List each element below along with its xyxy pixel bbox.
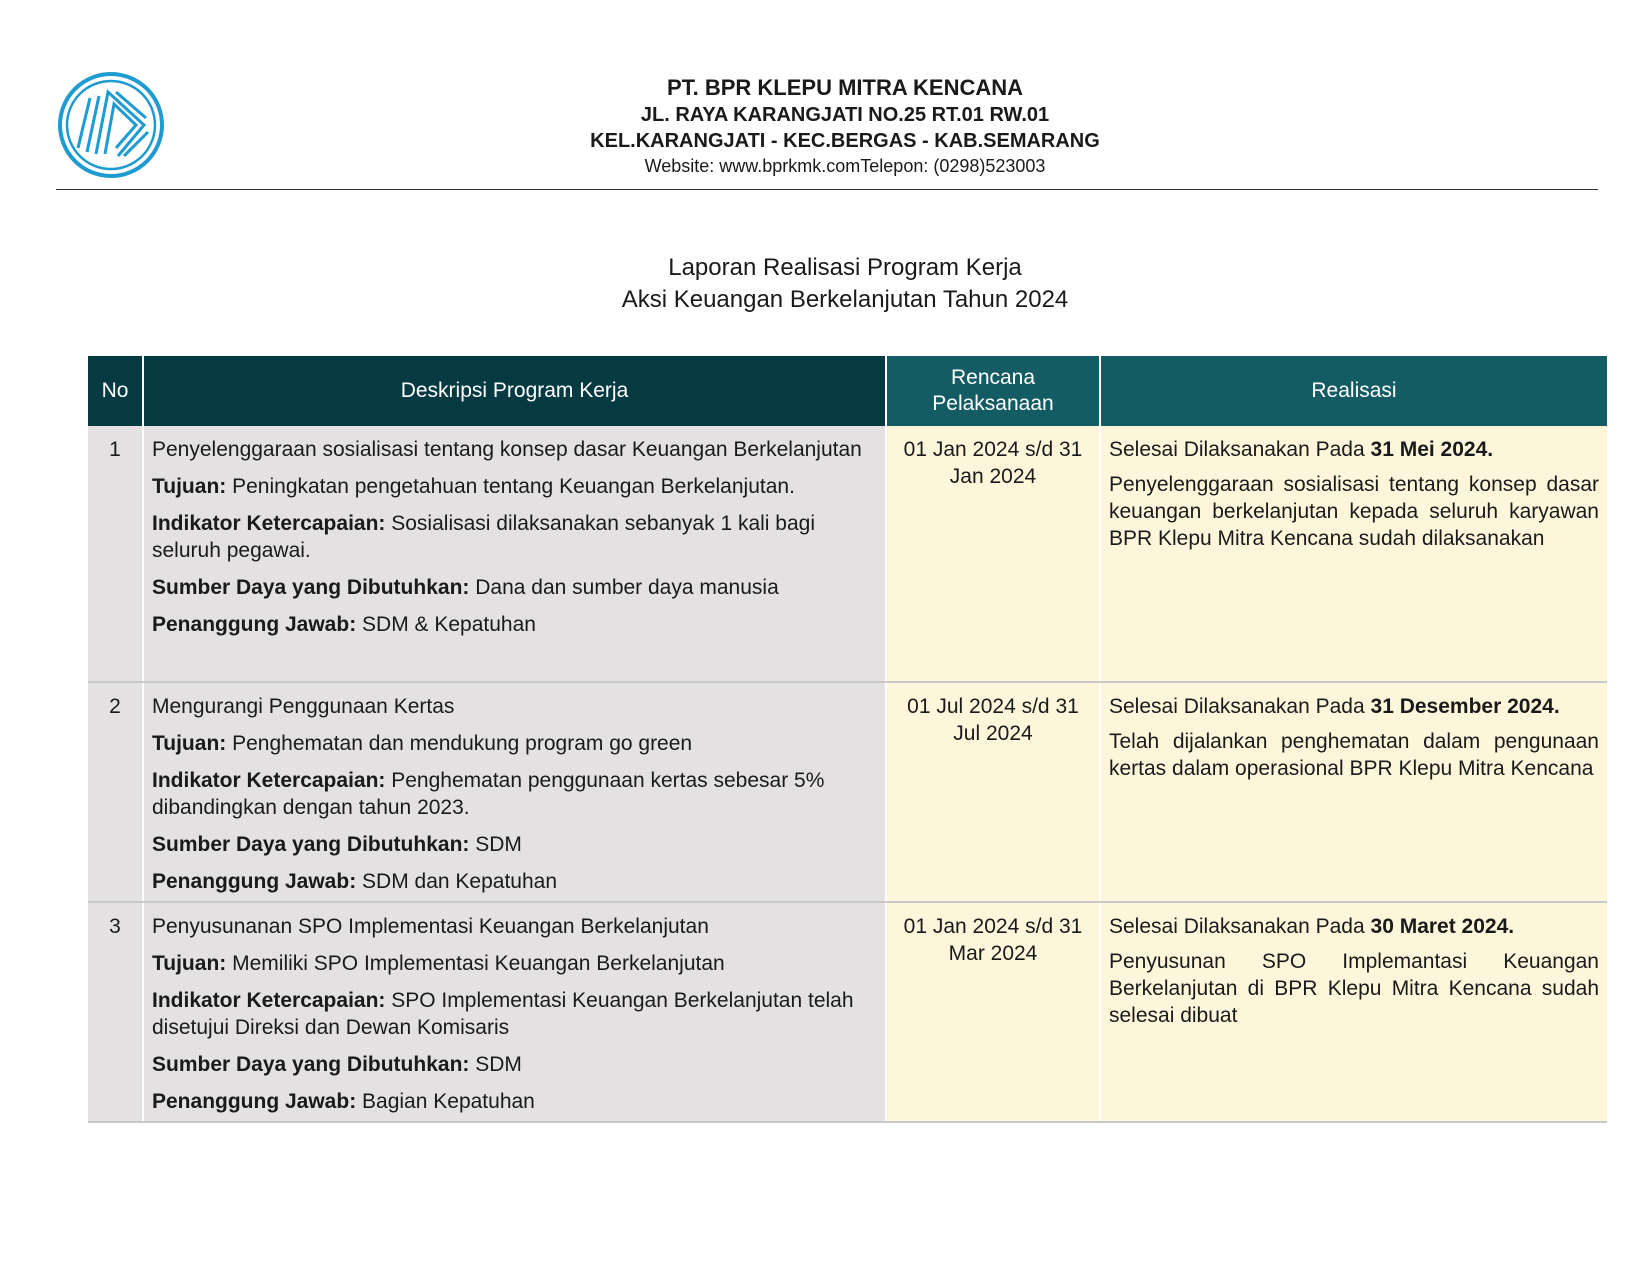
program-indicator: Penghematan penggunaan kertas sebesar 5% dibandingkan dengan tahun 2023. [152, 769, 825, 819]
company-address-line-1: JL. RAYA KARANGJATI NO.25 RT.01 RW.01 [640, 104, 1050, 126]
column-header-description: Deskripsi Program Kerja [143, 356, 886, 426]
row-number: 3 [88, 902, 143, 1122]
program-goal: Memiliki SPO Implementasi Keuangan Berkelanjutan [232, 952, 725, 975]
program-realization [1100, 682, 1607, 902]
row-number: 2 [88, 682, 143, 902]
program-indicator: Sosialisasi dilaksanakan sebanyak 1 kali bagi seluruh pegawai. [152, 512, 816, 562]
letterhead [0, 74, 1650, 178]
label-pj: Penanggung Jawab: [152, 1090, 357, 1113]
table-row [88, 426, 1607, 682]
report-title-line-1: Laporan Realisasi Program Kerja [668, 254, 1022, 281]
program-realization [1100, 902, 1607, 1122]
column-header-no: No [88, 356, 143, 426]
program-goal: Penghematan dan mendukung program go green [232, 732, 693, 755]
label-pj: Penanggung Jawab: [152, 613, 357, 636]
program-responsible: SDM dan Kepatuhan [362, 870, 557, 893]
realization-detail: Penyelenggaraan sosialisasi tentang konsep dasar keuangan berkelanjutan kepada seluruh karyawan BPR Klepu Mitra Kencana sudah dilaksanakan [1109, 473, 1599, 550]
column-header-plan: Rencana Pelaksanaan [886, 356, 1100, 426]
program-realization [1100, 426, 1607, 682]
program-indicator: SPO Implementasi Keuangan Berkelanjutan telah disetujui Direksi dan Dewan Komisaris [152, 989, 854, 1039]
label-tujuan: Tujuan: [152, 732, 227, 755]
program-resources: SDM [475, 1053, 522, 1076]
row-number: 1 [88, 426, 143, 682]
table-row [88, 902, 1607, 1122]
label-indikator: Indikator Ketercapaian: [152, 989, 386, 1012]
program-table [88, 356, 1607, 1123]
realization-date: 31 Desember 2024. [1370, 695, 1560, 718]
program-schedule: 01 Jan 2024 s/d 31 Mar 2024 [886, 902, 1100, 1122]
label-tujuan: Tujuan: [152, 475, 227, 498]
realization-detail: Telah dijalankan penghematan dalam pengunaan kertas dalam operasional BPR Klepu Mitra Kencana [1109, 730, 1599, 780]
program-resources: Dana dan sumber daya manusia [475, 576, 779, 599]
report-title [0, 252, 1650, 316]
table-header-row [88, 356, 1607, 426]
header-divider [56, 189, 1598, 190]
realization-status: Selesai Dilaksanakan Pada 31 Mei 2024. [1109, 438, 1494, 461]
program-goal: Peningkatan pengetahuan tentang Keuangan Berkelanjutan. [232, 475, 795, 498]
label-tujuan: Tujuan: [152, 952, 227, 975]
realization-date: 30 Maret 2024. [1370, 915, 1515, 938]
realization-status: Selesai Dilaksanakan Pada 31 Desember 2024. [1109, 695, 1560, 718]
realization-date: 31 Mei 2024. [1370, 438, 1494, 461]
program-name: Penyelenggaraan sosialisasi tentang konsep dasar Keuangan Berkelanjutan [152, 438, 862, 461]
program-responsible: Bagian Kepatuhan [362, 1090, 535, 1113]
company-name: PT. BPR KLEPU MITRA KENCANA [666, 75, 1024, 100]
program-description [143, 682, 886, 902]
label-indikator: Indikator Ketercapaian: [152, 769, 386, 792]
realization-status: Selesai Dilaksanakan Pada 30 Maret 2024. [1109, 915, 1515, 938]
label-sumber: Sumber Daya yang Dibutuhkan: [152, 1053, 470, 1076]
program-responsible: SDM & Kepatuhan [362, 613, 536, 636]
label-sumber: Sumber Daya yang Dibutuhkan: [152, 576, 470, 599]
label-pj: Penanggung Jawab: [152, 870, 357, 893]
program-description [143, 902, 886, 1122]
program-schedule: 01 Jan 2024 s/d 31 Jan 2024 [886, 426, 1100, 682]
program-schedule: 01 Jul 2024 s/d 31 Jul 2024 [886, 682, 1100, 902]
label-indikator: Indikator Ketercapaian: [152, 512, 386, 535]
table-row [88, 682, 1607, 902]
program-description [143, 426, 886, 682]
report-title-line-2: Aksi Keuangan Berkelanjutan Tahun 2024 [621, 286, 1069, 313]
program-name: Penyusunanan SPO Implementasi Keuangan Berkelanjutan [152, 915, 709, 938]
program-resources: SDM [475, 833, 522, 856]
company-contact: Website: www.bprkmk.comTelepon: (0298)523003 [644, 156, 1046, 176]
company-address-line-2: KEL.KARANGJATI - KEC.BERGAS - KAB.SEMARANG [590, 130, 1100, 152]
label-sumber: Sumber Daya yang Dibutuhkan: [152, 833, 470, 856]
program-name: Mengurangi Penggunaan Kertas [152, 695, 455, 718]
column-header-realization: Realisasi [1100, 356, 1607, 426]
realization-detail: Penyusunan SPO Implemantasi Keuangan Berkelanjutan di BPR Klepu Mitra Kencana sudah selesai dibuat [1109, 950, 1599, 1027]
